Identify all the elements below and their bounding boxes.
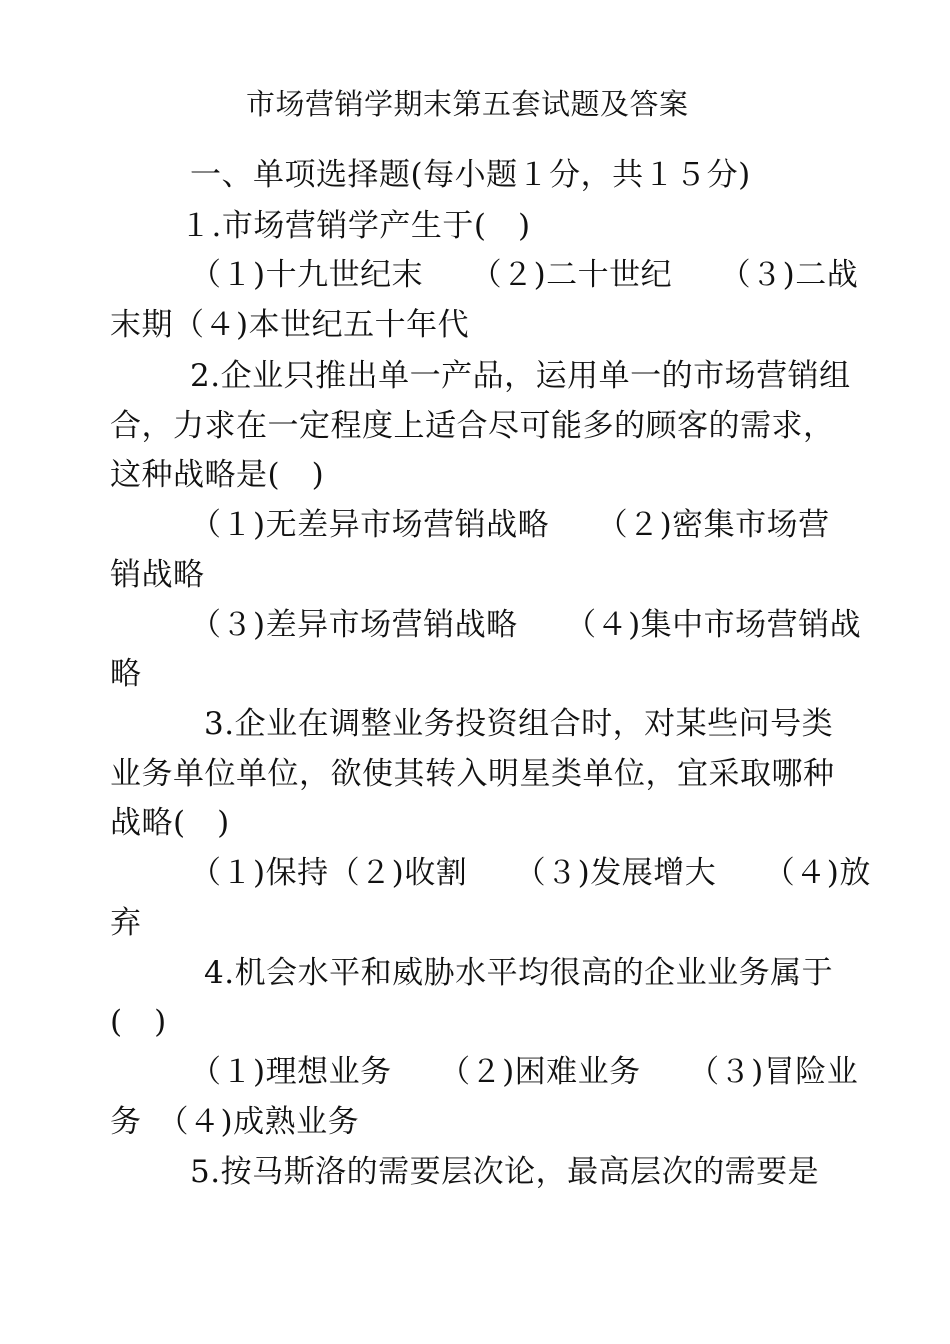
- question-1-options-cont: 末期（４)本世纪五十年代: [110, 307, 470, 343]
- question-2-options-cont: 略: [110, 656, 142, 692]
- question-2-options: （１)无差异市场营销战略 （２)密集市场营: [190, 507, 830, 543]
- section-heading: 一、单项选择题(每小题１分，共１５分): [190, 157, 751, 193]
- question-4-options: （１)理想业务 （２)困难业务 （３)冒险业: [190, 1054, 859, 1090]
- question-3-stem-cont: 业务单位单位，欲使其转入明星类单位，宜采取哪种: [110, 756, 835, 792]
- question-1-options: （１)十九世纪末 （２)二十世纪 （３)二战: [190, 257, 859, 293]
- question-2-stem-cont: 合，力求在一定程度上适合尽可能多的顾客的需求，: [110, 408, 835, 444]
- question-3-options-cont: 弃: [110, 905, 142, 941]
- question-5-stem: 5.按马斯洛的需要层次论，最高层次的需要是: [190, 1154, 820, 1190]
- question-3-stem-cont: 战略( ): [110, 805, 230, 841]
- question-2-options: （３)差异市场营销战略 （４)集中市场营销战: [190, 607, 862, 643]
- question-4-stem: 4.机会水平和威胁水平均很高的企业业务属于: [204, 955, 834, 991]
- question-3-options: （１)保持（２)收割 （３)发展增大 （４)放: [190, 855, 871, 891]
- question-4-options-cont: 务 （４)成熟业务: [110, 1104, 360, 1140]
- document-title: 市场营销学期末第五套试题及答案: [246, 87, 689, 121]
- question-2-options-cont: 销战略: [110, 557, 205, 593]
- question-3-stem: 3.企业在调整业务投资组合时，对某些问号类: [204, 706, 834, 742]
- question-1-stem: １.市场营销学产生于( ): [180, 208, 531, 244]
- question-2-stem: 2.企业只推出单一产品，运用单一的市场营销组: [190, 358, 851, 394]
- question-2-stem-cont: 这种战略是( ): [110, 457, 325, 493]
- question-4-stem-cont: ( ): [110, 1004, 167, 1040]
